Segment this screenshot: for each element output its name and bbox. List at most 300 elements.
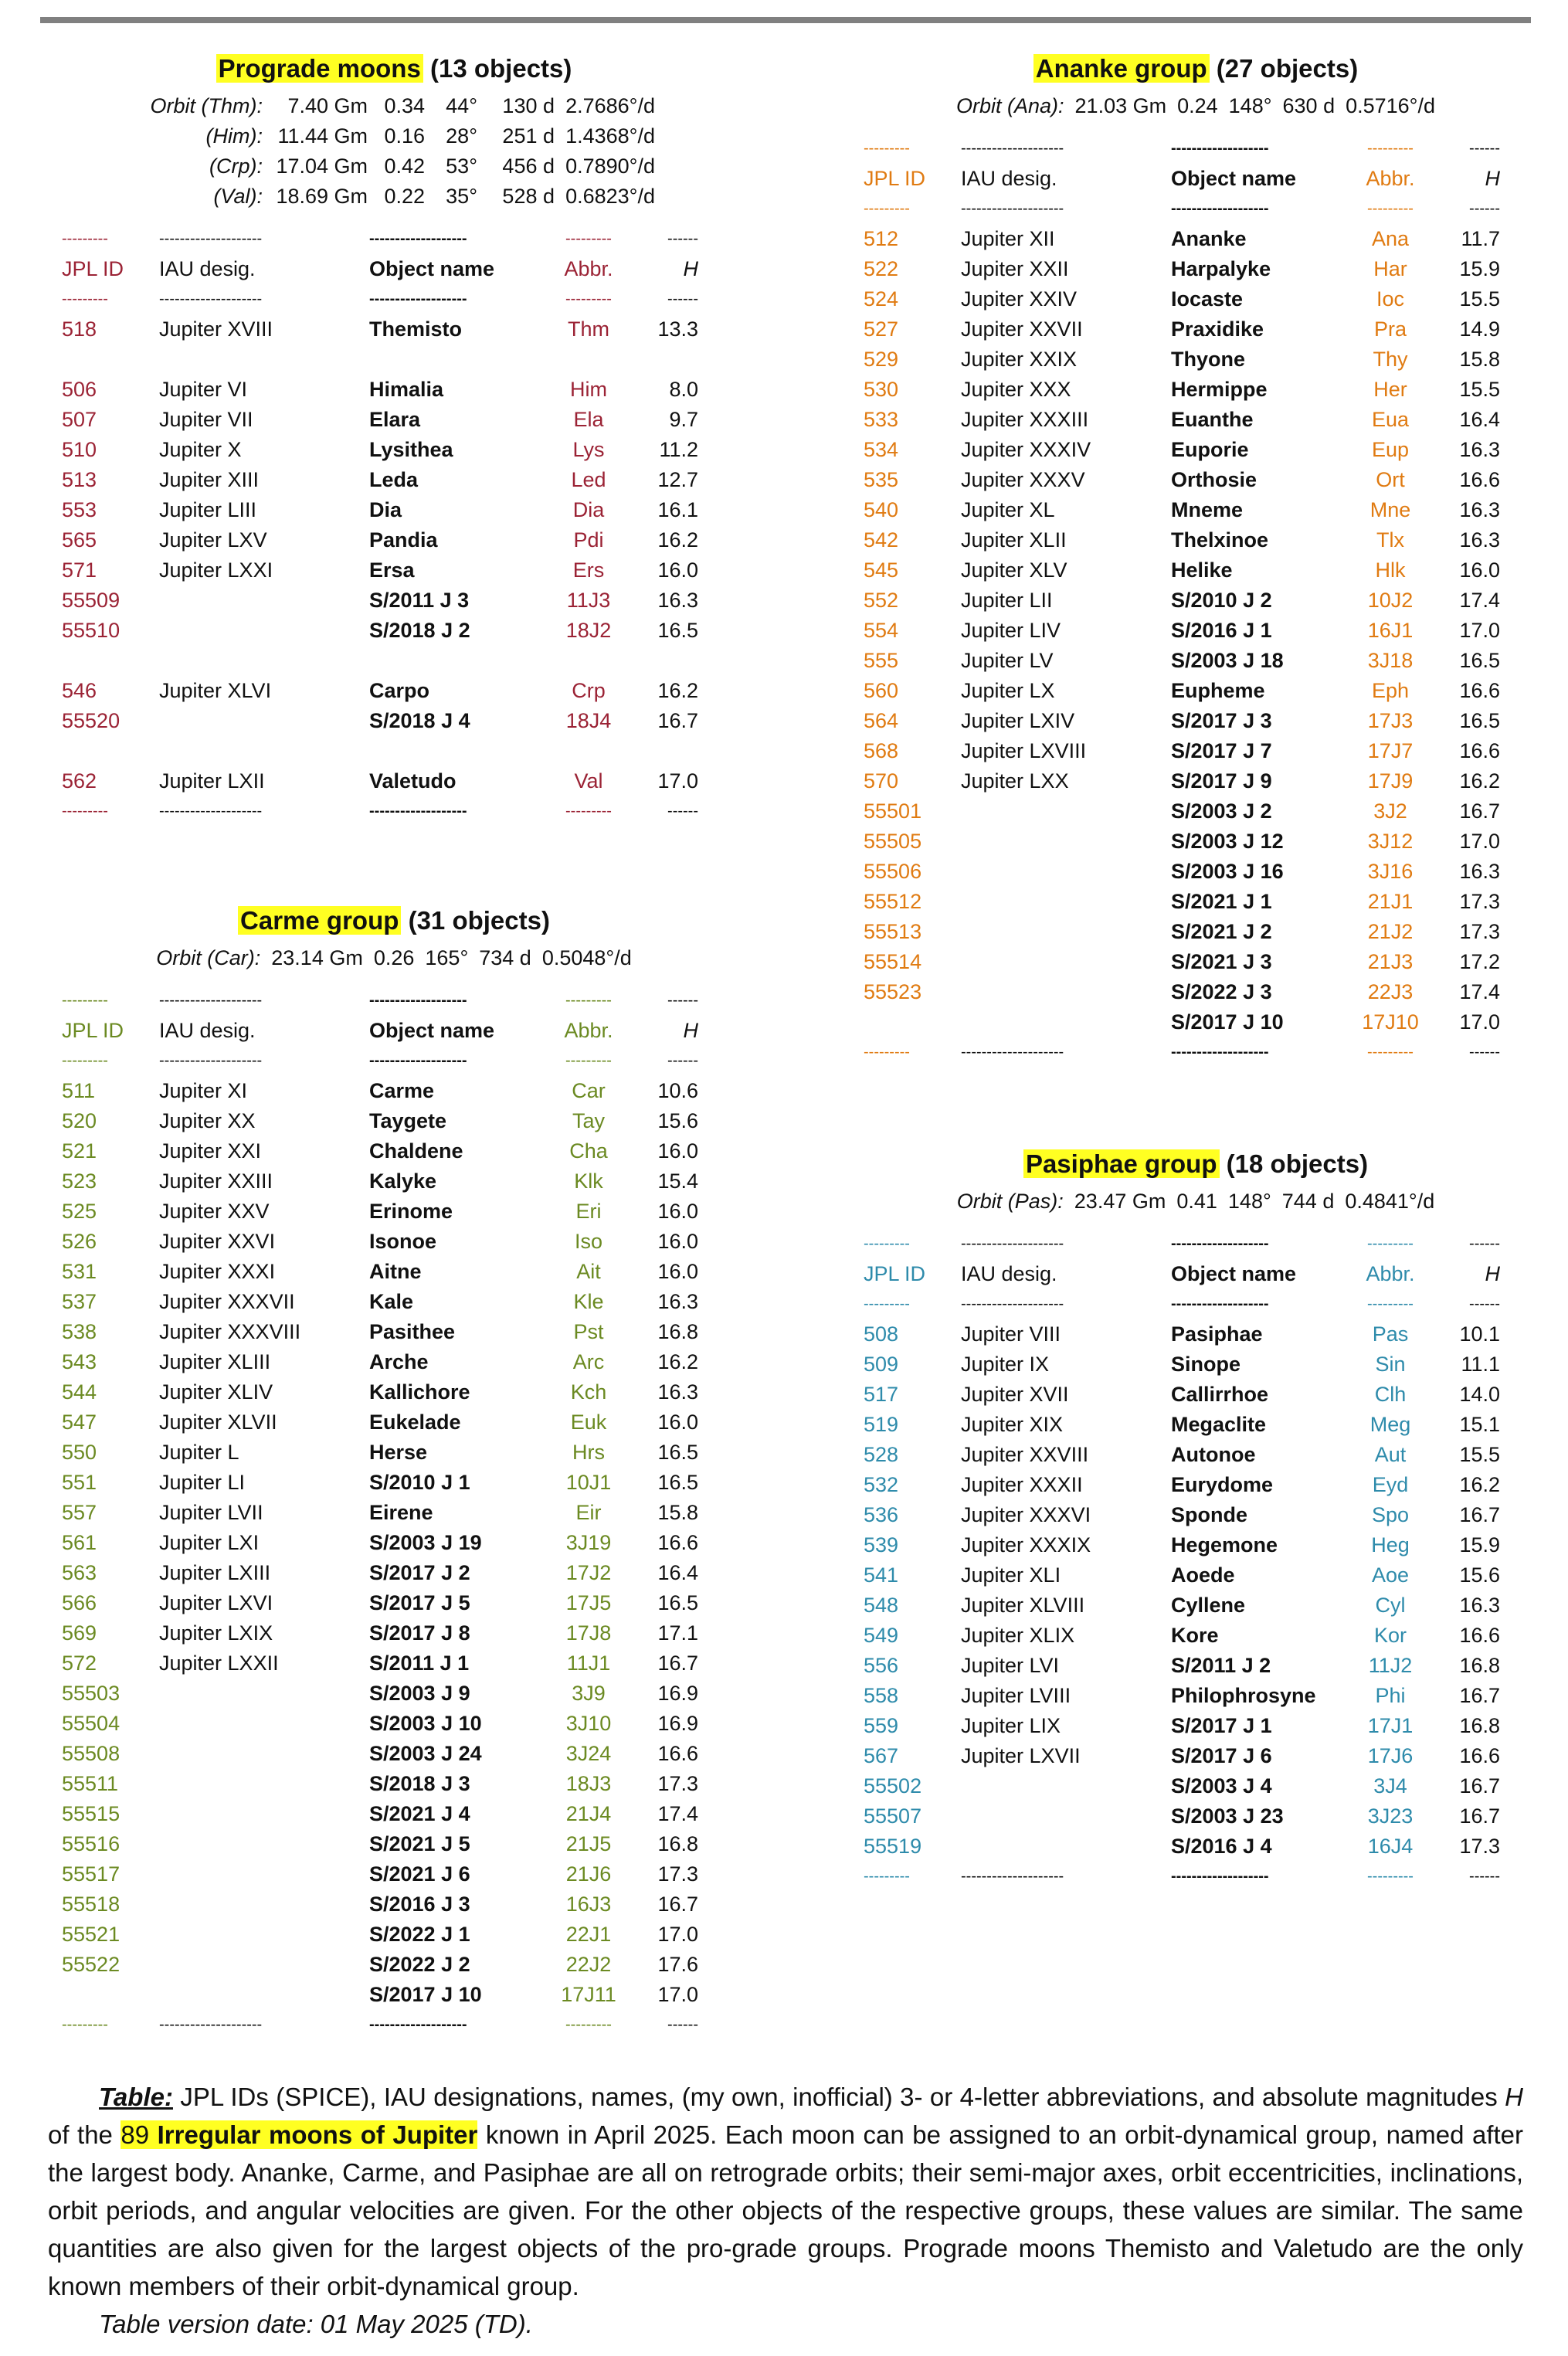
table-row [54, 1377, 698, 1407]
cell-name: S/2016 J 3 [369, 1893, 470, 1916]
cell-iau: Jupiter XXV [159, 1200, 270, 1223]
cell-h: 16.0 [657, 1411, 698, 1434]
cell-jpl: 55516 [62, 1832, 120, 1855]
cell-h: 17.1 [657, 1621, 698, 1645]
carme-group [54, 900, 734, 2040]
table-row [54, 1076, 698, 1106]
cell-name: Lysithea [369, 438, 453, 461]
cell-iau: Jupiter LV [961, 649, 1054, 672]
dash-name: ------------------- [1171, 1044, 1269, 1061]
cell-name: S/2017 J 2 [369, 1561, 470, 1584]
cell-iau: Jupiter L [159, 1441, 239, 1464]
cell-abbr: Spo [1371, 1503, 1410, 1526]
cell-h: 16.6 [1459, 1744, 1500, 1767]
cell-name: Kale [369, 1290, 414, 1313]
cell-jpl: 506 [62, 378, 97, 401]
cell-iau [961, 857, 1171, 887]
cell-abbr: Euk [570, 1411, 607, 1434]
cell-jpl: 537 [62, 1290, 97, 1313]
table-row [856, 1771, 1500, 1801]
cell-h: 15.5 [1459, 1443, 1500, 1466]
cell-jpl: 541 [864, 1563, 899, 1587]
cell-h: 16.8 [1459, 1654, 1500, 1677]
cell-name: Aoede [1171, 1563, 1235, 1587]
cell-name: S/2017 J 6 [1171, 1744, 1272, 1767]
table-row [54, 1257, 698, 1287]
dash-abbr: --------- [565, 290, 612, 307]
table-row [54, 616, 698, 646]
cell-jpl: 565 [62, 528, 97, 552]
cell-h: 16.0 [657, 1230, 698, 1253]
cell-jpl: 55509 [62, 589, 120, 612]
dash-name: ------------------- [1171, 1295, 1269, 1312]
orbit-e: 0.34 [384, 94, 425, 117]
table-row [54, 1679, 698, 1709]
dash-abbr: --------- [1367, 1235, 1414, 1252]
cell-abbr: Phi [1375, 1684, 1406, 1707]
cell-abbr: 10J1 [565, 1471, 612, 1494]
cell-name: S/2017 J 7 [1171, 739, 1272, 762]
cell-name: Mneme [1171, 498, 1244, 521]
cell-jpl: 527 [864, 317, 899, 341]
cell-iau: Jupiter VIII [961, 1322, 1061, 1346]
dash-iau: -------------------- [159, 803, 263, 820]
orbit-i: 35° [446, 185, 477, 208]
cell-iau: Jupiter LXIII [159, 1561, 271, 1584]
cell-abbr: Eyd [1372, 1473, 1409, 1496]
cell-name: S/2017 J 8 [369, 1621, 470, 1645]
cell-name: Eirene [369, 1501, 433, 1524]
cell-jpl: 551 [62, 1471, 97, 1494]
cell-abbr: 16J4 [1367, 1835, 1414, 1858]
table-row [856, 616, 1500, 646]
cell-h: 12.7 [657, 468, 698, 491]
cell-jpl [856, 1007, 961, 1037]
group-title-count: (13 objects) [423, 54, 572, 83]
cell-iau [961, 1007, 1171, 1037]
table-row [54, 1739, 698, 1769]
cell-name: S/2021 J 3 [1171, 950, 1272, 973]
cell-abbr: Ort [1376, 468, 1405, 491]
cell-jpl: 530 [864, 378, 899, 401]
cell-jpl: 55507 [864, 1804, 922, 1828]
cell-name: Eukelade [369, 1411, 461, 1434]
cell-abbr: Thy [1373, 348, 1408, 371]
cell-iau: Jupiter LXV [159, 528, 267, 552]
orbit-i: 53° [446, 154, 477, 178]
cell-jpl: 546 [62, 679, 97, 702]
cell-iau [961, 827, 1171, 857]
dash-row [856, 1037, 1500, 1068]
group-title-highlight: Ananke group [1033, 54, 1210, 83]
table-row [54, 375, 698, 405]
cell-iau: Jupiter XLVIII [961, 1594, 1085, 1617]
cell-jpl: 510 [62, 438, 97, 461]
cell-abbr: 3J18 [1367, 649, 1414, 672]
group-title-highlight: Prograde moons [216, 54, 423, 83]
cell-name: S/2021 J 5 [369, 1832, 470, 1855]
header-iau: IAU desig. [159, 1019, 256, 1042]
group-title [54, 900, 734, 942]
cell-iau: Jupiter LI [159, 1471, 246, 1494]
cell-iau: Jupiter XXXIV [961, 438, 1091, 461]
header-name: Object name [1171, 1262, 1297, 1285]
caption-moon-count: 89 [120, 2120, 150, 2149]
header-iau: IAU desig. [961, 167, 1057, 190]
cell-h: 17.4 [657, 1802, 698, 1825]
orbit-row [856, 1186, 1536, 1217]
dash-row [856, 1229, 1500, 1259]
cell-jpl: 536 [864, 1503, 899, 1526]
cell-jpl: 517 [864, 1383, 899, 1406]
cell-name: Aitne [369, 1260, 422, 1283]
table-row [54, 1468, 698, 1498]
cell-name: S/2011 J 2 [1171, 1654, 1271, 1677]
cell-abbr: 17J10 [1362, 1010, 1419, 1034]
cell-h: 16.3 [1459, 498, 1500, 521]
header-abbr: Abbr. [564, 1019, 613, 1042]
cell-h: 17.6 [657, 1953, 698, 1976]
orbit-e: 0.24 [1177, 94, 1218, 117]
orbit-a: 7.40 Gm [287, 94, 368, 117]
cell-h: 16.0 [657, 558, 698, 582]
cell-jpl: 55510 [62, 619, 120, 642]
cell-jpl: 556 [864, 1654, 899, 1677]
cell-h: 16.7 [657, 1652, 698, 1675]
cell-jpl: 521 [62, 1139, 97, 1163]
cell-jpl: 554 [864, 619, 899, 642]
dash-jpl: --------- [864, 1235, 910, 1252]
cell-name: S/2016 J 1 [1171, 619, 1272, 642]
cell-iau: Jupiter XXXVII [159, 1290, 295, 1313]
cell-h: 16.3 [657, 589, 698, 612]
cell-jpl: 532 [864, 1473, 899, 1496]
cell-h: 17.0 [1459, 1010, 1500, 1034]
cell-iau: Jupiter XXVIII [961, 1443, 1089, 1466]
table-version-date: Table version date: 01 May 2025 (TD). [99, 2310, 533, 2338]
dash-h: ------ [1469, 200, 1500, 217]
cell-h: 16.0 [657, 1139, 698, 1163]
cell-abbr: 17J8 [565, 1621, 612, 1645]
cell-h: 17.0 [657, 769, 698, 793]
dash-jpl: --------- [62, 2016, 108, 2033]
cell-abbr: 17J1 [1367, 1714, 1414, 1737]
cell-iau: Jupiter VI [159, 378, 248, 401]
cell-abbr: Meg [1369, 1413, 1411, 1436]
cell-abbr: Aoe [1371, 1563, 1410, 1587]
cell-jpl: 564 [864, 709, 899, 732]
cell-iau [159, 1829, 369, 1859]
table-row [54, 1106, 698, 1136]
cell-abbr: Eup [1371, 438, 1410, 461]
cell-name: Carme [369, 1079, 435, 1102]
cell-jpl: 55520 [62, 709, 120, 732]
cell-abbr: Val [574, 769, 603, 793]
orbit-label: Orbit (Car): [156, 946, 261, 969]
cell-abbr: Her [1373, 378, 1407, 401]
header-name: Object name [1171, 167, 1297, 190]
cell-abbr: 16J3 [565, 1893, 612, 1916]
cell-h: 16.3 [1459, 438, 1500, 461]
cell-name: Praxidike [1171, 317, 1264, 341]
cell-name: Themisto [369, 317, 463, 341]
table-row [856, 1410, 1500, 1440]
cell-abbr: 17J7 [1367, 739, 1414, 762]
cell-jpl: 544 [62, 1380, 97, 1404]
cell-iau: Jupiter LXII [159, 769, 265, 793]
dash-jpl: --------- [864, 1044, 910, 1061]
cell-abbr: 21J5 [565, 1832, 612, 1855]
ananke-group [856, 48, 1536, 1068]
cell-jpl: 523 [62, 1170, 97, 1193]
cell-abbr: Iso [574, 1230, 603, 1253]
cell-name: Kore [1171, 1624, 1219, 1647]
cell-jpl: 55522 [62, 1953, 120, 1976]
cell-jpl: 558 [864, 1684, 899, 1707]
table-row [54, 555, 698, 586]
header-iau: IAU desig. [159, 257, 256, 280]
cell-jpl: 553 [62, 498, 97, 521]
cell-jpl: 533 [864, 408, 899, 431]
dash-name: ------------------- [369, 803, 467, 820]
cell-h: 16.1 [657, 498, 698, 521]
orbit-params [856, 1186, 1536, 1217]
caption-text-2: of the [48, 2120, 121, 2149]
header-jpl: JPL ID [864, 167, 926, 190]
dash-name: ------------------- [1171, 1235, 1269, 1252]
cell-iau: Jupiter LXI [159, 1531, 260, 1554]
dash-h: ------ [1469, 1044, 1500, 1061]
orbit-a: 11.44 Gm [277, 124, 368, 148]
dash-abbr: --------- [565, 230, 612, 247]
cell-abbr: 3J24 [565, 1742, 612, 1765]
cell-iau: Jupiter XVII [961, 1383, 1069, 1406]
table-row [54, 1829, 698, 1859]
cell-jpl: 529 [864, 348, 899, 371]
orbit-w: 0.4841°/d [1345, 1190, 1435, 1213]
cell-jpl: 55521 [62, 1923, 120, 1946]
cell-abbr: Tlx [1376, 528, 1404, 552]
cell-iau: Jupiter X [159, 438, 242, 461]
cell-h: 15.4 [657, 1170, 698, 1193]
cell-iau: Jupiter XXXVIII [159, 1320, 301, 1343]
cell-abbr: 3J12 [1367, 830, 1414, 853]
cell-name: Eupheme [1171, 679, 1265, 702]
header-iau: IAU desig. [961, 1262, 1057, 1285]
cell-h: 16.3 [657, 1290, 698, 1313]
table-row [856, 224, 1500, 254]
cell-abbr: Kor [1373, 1624, 1407, 1647]
cell-name: Leda [369, 468, 419, 491]
orbit-p: 251 d [502, 124, 555, 148]
cell-jpl: 55502 [864, 1774, 922, 1798]
cell-iau: Jupiter LXIX [159, 1621, 273, 1645]
cell-abbr: Eri [575, 1200, 602, 1223]
cell-jpl: 542 [864, 528, 899, 552]
cell-name: Carpo [369, 679, 430, 702]
cell-h: 8.0 [669, 378, 698, 401]
cell-name: Thelxinoe [1171, 528, 1269, 552]
cell-name: Erinome [369, 1200, 453, 1223]
cell-name: S/2017 J 3 [1171, 709, 1272, 732]
cell-name: Cyllene [1171, 1594, 1246, 1617]
orbit-label: Orbit (Thm): [150, 94, 263, 117]
cell-abbr: Pas [1372, 1322, 1409, 1346]
cell-iau: Jupiter XLIX [961, 1624, 1075, 1647]
cell-abbr: 16J1 [1367, 619, 1414, 642]
dash-row [856, 1289, 1500, 1319]
cell-iau: Jupiter XX [159, 1109, 256, 1132]
dash-iau: -------------------- [159, 2016, 263, 2033]
cell-jpl: 566 [62, 1591, 97, 1614]
cell-iau [159, 1920, 369, 1950]
cell-iau: Jupiter XLVI [159, 679, 272, 702]
table-row [856, 465, 1500, 495]
cell-iau: Jupiter XLIII [159, 1350, 271, 1373]
cell-name: Euporie [1171, 438, 1249, 461]
orbit-e: 0.41 [1176, 1190, 1217, 1213]
cell-iau [159, 1859, 369, 1889]
cell-abbr: 17J6 [1367, 1744, 1414, 1767]
cell-name: Eurydome [1171, 1473, 1274, 1496]
cell-h: 17.3 [657, 1772, 698, 1795]
cell-abbr: Ioc [1376, 287, 1405, 311]
cell-h: 11.2 [659, 438, 698, 461]
cell-name: S/2022 J 1 [369, 1923, 470, 1946]
dash-iau: -------------------- [961, 140, 1064, 157]
cell-jpl: 569 [62, 1621, 97, 1645]
cell-abbr: 3J4 [1373, 1774, 1407, 1798]
cell-jpl [54, 1980, 159, 2010]
table-row [856, 977, 1500, 1007]
dash-h: ------ [1469, 140, 1500, 157]
cell-jpl: 55506 [864, 860, 922, 883]
cell-iau: Jupiter XXIX [961, 348, 1078, 371]
cell-name: S/2018 J 2 [369, 619, 470, 642]
cell-name: S/2003 J 23 [1171, 1804, 1284, 1828]
cell-iau [159, 1889, 369, 1920]
group-title-count: (18 objects) [1219, 1149, 1369, 1178]
cell-jpl: 555 [864, 649, 899, 672]
cell-iau: Jupiter XVIII [159, 317, 273, 341]
dash-jpl: --------- [864, 1868, 910, 1885]
dash-iau: -------------------- [159, 230, 263, 247]
cell-abbr: Ers [572, 558, 605, 582]
orbit-p: 734 d [479, 946, 531, 969]
header-abbr: Abbr. [564, 257, 613, 280]
cell-name: S/2003 J 16 [1171, 860, 1284, 883]
table-row [856, 555, 1500, 586]
cell-h: 16.2 [657, 528, 698, 552]
cell-h: 16.3 [657, 1380, 698, 1404]
cell-abbr: 21J1 [1367, 890, 1414, 913]
cell-name: Taygete [369, 1109, 447, 1132]
cell-jpl: 557 [62, 1501, 97, 1524]
table-row [856, 736, 1500, 766]
cell-abbr: 17J2 [565, 1561, 612, 1584]
cell-h: 15.9 [1459, 257, 1500, 280]
cell-iau: Jupiter LXX [961, 769, 1069, 793]
table-row [856, 857, 1500, 887]
cell-jpl: 55503 [62, 1682, 120, 1705]
cell-abbr: Har [1373, 257, 1407, 280]
cell-jpl: 545 [864, 558, 899, 582]
table-row [54, 1709, 698, 1739]
cell-name: S/2017 J 9 [1171, 769, 1272, 793]
cell-iau: Jupiter XXXI [159, 1260, 276, 1283]
table-row [54, 1799, 698, 1829]
cell-abbr: 22J1 [565, 1923, 612, 1946]
dash-jpl: --------- [62, 230, 108, 247]
cell-name: S/2017 J 1 [1171, 1714, 1272, 1737]
cell-iau [159, 1980, 369, 2010]
cell-abbr: Him [570, 378, 607, 401]
cell-name: S/2010 J 1 [369, 1471, 470, 1494]
cell-h: 17.3 [1459, 920, 1500, 943]
cell-name: Chaldene [369, 1139, 463, 1163]
cell-iau [961, 947, 1171, 977]
cell-iau: Jupiter XXII [961, 257, 1069, 280]
dash-abbr: --------- [565, 2016, 612, 2033]
orbit-w: 2.7686°/d [565, 94, 655, 117]
cell-iau: Jupiter LVIII [961, 1684, 1071, 1707]
cell-abbr: Hrs [572, 1441, 605, 1464]
table-row [54, 586, 698, 616]
cell-abbr: Led [571, 468, 606, 491]
orbit-a: 21.03 Gm [1074, 94, 1167, 117]
cell-name: S/2018 J 4 [369, 709, 470, 732]
cell-name: Sponde [1171, 1503, 1247, 1526]
cell-iau: Jupiter XXVII [961, 317, 1083, 341]
dash-h: ------ [1469, 1868, 1500, 1885]
cell-jpl: 55517 [62, 1862, 120, 1886]
cell-abbr: 11J3 [566, 589, 611, 612]
cell-iau [159, 1709, 369, 1739]
cell-jpl: 550 [62, 1441, 97, 1464]
table-row [856, 405, 1500, 435]
header-jpl: JPL ID [62, 257, 124, 280]
header-h: H [683, 1019, 698, 1042]
spacer-row [54, 736, 698, 766]
table-row [54, 1648, 698, 1679]
cell-h: 16.5 [657, 1591, 698, 1614]
dash-row [54, 986, 698, 1016]
dash-iau: -------------------- [961, 1295, 1064, 1312]
table-row [856, 495, 1500, 525]
cell-abbr: Thm [568, 317, 609, 341]
orbit-i: 148° [1227, 1190, 1271, 1213]
cell-jpl: 549 [864, 1624, 899, 1647]
orbit-p: 744 d [1281, 1190, 1335, 1213]
cell-h: 17.3 [1459, 1835, 1500, 1858]
header-name: Object name [369, 257, 495, 280]
dash-jpl: --------- [864, 200, 910, 217]
cell-h: 17.3 [1459, 890, 1500, 913]
group-title [54, 48, 734, 90]
cell-h: 14.0 [1459, 1383, 1500, 1406]
cell-h: 16.7 [657, 709, 698, 732]
cell-name: Pasithee [369, 1320, 456, 1343]
cell-jpl: 55514 [864, 950, 922, 973]
cell-abbr: Dia [572, 498, 605, 521]
cell-name: S/2003 J 4 [1171, 1774, 1272, 1798]
cell-iau: Jupiter XLV [961, 558, 1067, 582]
table-row [856, 1470, 1500, 1500]
dash-row [856, 194, 1500, 224]
dash-abbr: --------- [1367, 200, 1414, 217]
cell-h: 15.6 [657, 1109, 698, 1132]
header-row [54, 254, 698, 284]
